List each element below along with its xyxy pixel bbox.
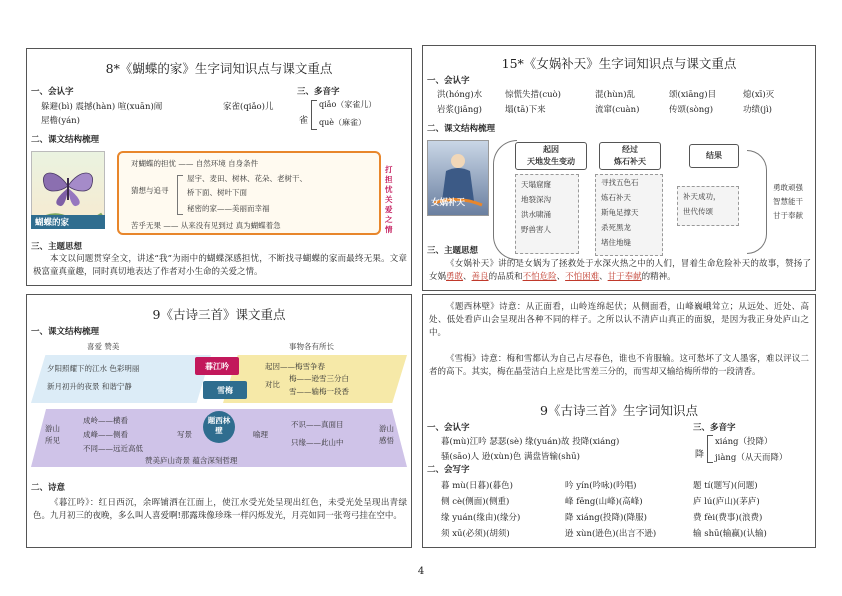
cause-item: 野兽害人	[521, 225, 551, 234]
panel-title: 8*《蝴蝶的家》生字词知识点与课文重点	[105, 61, 333, 76]
care-feeling: 打担忧关爱之情	[385, 165, 393, 234]
recognize-word: 颂(xiāng)目	[669, 90, 717, 100]
write-word: 庐 lú(庐山)(茅庐)	[693, 497, 760, 507]
process-item: 寻找五色石	[601, 178, 639, 187]
section-structure: 二、课文结构梳理	[427, 124, 496, 134]
recognize-word: 流窜(cuàn)	[595, 105, 640, 115]
plum-vs-snow: 梅——逊雪三分白	[289, 374, 349, 383]
structure-brace	[493, 140, 517, 260]
spirit-item: 勇敢顽强	[773, 183, 803, 192]
dusk-line-2: 新月初升的夜景 和谐宁静	[47, 382, 132, 391]
describe-scene: 写景	[177, 430, 192, 439]
recognize-word: 塌(tā)下来	[505, 105, 546, 115]
recognize-word: 岩浆(jiāng)	[437, 105, 482, 115]
poly-char: 雀	[299, 116, 309, 126]
keyword: 不怕危险	[522, 272, 557, 282]
cause-item: 洪水啸涌	[521, 210, 551, 219]
west-forest-meaning: 《题西林壁》诗意：从正面看，山岭连绵起伏；从侧面看，山峰巍峨耸立；从远处、近处、高处、低处看庐山会呈现出各种不同的样子。之所以认不清庐山真正的面貌，是因为我正身处庐山之中。	[429, 302, 809, 338]
keyword: 勇敢	[446, 272, 464, 282]
guess-brace	[177, 175, 183, 215]
write-word: 侧 cè(侧面)(侧重)	[441, 497, 510, 507]
section-polyphone: 三、多音字	[693, 423, 736, 433]
result-item: 世代传颂	[683, 207, 713, 216]
write-word: 暮 mù(日暮)(暮色)	[441, 481, 514, 491]
poem-label-dusk: 暮江吟	[205, 361, 229, 371]
recognize-word: 混(hùn)乱	[595, 90, 636, 100]
write-word: 吟 yín(吟咏)(吟唱)	[565, 481, 637, 491]
recognize-word: 熄(xī)灭	[743, 90, 775, 100]
theme-text: 本文以问题贯穿全文，讲述“我”为雨中的蝴蝶深感担忧，不断找寻蝴蝶的家而最终无果。文章极富童真童趣，同时真切地表达了作者对小生命的关爱之情。	[33, 254, 407, 277]
travel-label-right: 游山	[379, 424, 394, 433]
cause-label: 起因 天地发生变动	[527, 144, 575, 166]
poly-reading-2: què（麻雀）	[319, 118, 367, 127]
guess-places-2: 桥下面、树叶下面	[187, 188, 247, 197]
worry-line: 对蝴蝶的担忧 —— 自然环境 自身条件	[131, 159, 259, 168]
recognize-row-1: 暮(mù)江吟 瑟瑟(sè) 缘(yuán)故 投降(xiáng)	[441, 437, 620, 447]
write-word: 缘 yuán(缘由)(缘分)	[441, 513, 521, 523]
write-word: 峰 fēng(山峰)(高峰)	[565, 497, 643, 507]
summary-line: 赞美庐山奇景 蕴含深刻哲理	[145, 456, 238, 465]
peak-line: 成峰——侧看	[83, 430, 128, 439]
seen-label: 所见	[45, 436, 60, 445]
process-item: 堵住地缝	[601, 238, 631, 247]
illustration-label: 女娲补天	[431, 198, 466, 208]
write-word: 题 tí(题写)(问题)	[693, 481, 758, 491]
recognize-word: 洪(hóng)水	[437, 90, 483, 100]
write-word: 输 shū(输赢)(认输)	[693, 529, 767, 539]
spirit-brace	[747, 150, 767, 254]
panel-title: 9《古诗三首》课文重点	[152, 307, 286, 322]
section-recognize: 一、会认字	[427, 76, 470, 86]
insight-label: 感悟	[379, 436, 394, 445]
section-recognize: 一、会认字	[31, 87, 74, 97]
panel-title: 15*《女娲补天》生字词知识点与课文重点	[501, 56, 737, 71]
section-structure: 二、课文结构梳理	[31, 135, 100, 145]
section-poem-meaning: 二、诗意	[31, 483, 66, 493]
secret-home: 秘密的家——美丽而幸福	[187, 204, 270, 213]
nuwa-panel	[422, 45, 816, 291]
plum-snow-meaning: 《雪梅》诗意：梅和雪都认为自己占尽春色，谁也不肯服输。这可愁坏了文人墨客，难以评议二者的高下。其实，梅在晶莹洁白上应是比雪差三分的，而雪却又输给梅所带的一段清香。	[429, 354, 809, 377]
poly-reading-1: xiáng（投降）	[715, 437, 773, 447]
poly-reading-1: qiǎo（家雀儿）	[319, 100, 377, 109]
write-word: 须 xū(必须)(胡须)	[441, 529, 510, 539]
not-know-line: 不识——真面目	[291, 420, 344, 429]
because-line: 只缘——此山中	[291, 438, 344, 447]
poly-char: 降	[695, 450, 705, 460]
poem-label-plum: 雪梅	[217, 385, 233, 395]
section-polyphone: 三、多音字	[297, 87, 340, 97]
each-has-merit: 事物各有所长	[289, 342, 334, 351]
theme-text: 《女娲补天》讲的是女娲为了拯救处于水深火热之中的人们，冒着生命危险补天的故事，赞扬了女娲勇敢、善良的品质和不怕危险、不怕困难、甘于奉献的精神。	[429, 259, 811, 282]
snow-vs-plum: 雪——输梅一段香	[289, 387, 349, 396]
process-label: 经过 炼石补天	[614, 144, 646, 166]
ancient-poems-panel	[26, 294, 412, 548]
recognize-row-2: 屋檐(yán)	[41, 116, 80, 126]
compare-label: 对比	[265, 380, 280, 389]
cause-item: 天塌窟窿	[521, 180, 551, 189]
poem-label-west-forest: 题西林壁	[207, 416, 231, 435]
recognize-jia-que: 家雀(qiǎo)儿	[223, 102, 274, 112]
keyword: 不怕困难	[565, 272, 600, 282]
reasoning-label: 喻理	[253, 430, 268, 439]
process-item: 杀死黑龙	[601, 223, 631, 232]
poly-brace	[707, 435, 713, 463]
process-item: 炼石补天	[601, 193, 631, 202]
butterfly-home-panel	[26, 48, 412, 286]
recognize-word: 传颂(sòng)	[669, 105, 714, 115]
section-write: 二、会写字	[427, 465, 470, 475]
love-praise: 喜爱 赞美	[87, 342, 120, 351]
differ-line: 不同——远近高低	[83, 444, 143, 453]
section-structure: 一、课文结构梳理	[31, 327, 100, 337]
section-theme: 三、主题思想	[427, 246, 479, 256]
illustration-label: 蝴蝶的家	[35, 218, 70, 228]
recognize-word: 惊慌失措(cuò)	[505, 90, 561, 100]
plum-snow-cause: 起因——梅雪争春	[265, 362, 325, 371]
poems-vocabulary-panel	[422, 294, 816, 548]
page-number: 4	[417, 566, 425, 577]
spirit-item: 智慧能干	[773, 197, 803, 206]
poly-reading-2: jiàng（从天而降）	[715, 453, 788, 463]
no-result-line: 苦乎无果 —— 从来没有见到过 真为蝴蝶着急	[131, 221, 281, 230]
cause-item: 地裂深沟	[521, 195, 551, 204]
section-theme: 三、主题思想	[31, 242, 83, 252]
travel-label: 游山	[45, 424, 60, 433]
panel-title: 9《古诗三首》生字词知识点	[540, 403, 698, 418]
result-label: 结果	[706, 150, 722, 160]
recognize-word: 功绩(jì)	[743, 105, 772, 115]
result-item: 补天成功，	[683, 192, 721, 201]
write-word: 费 fèi(费事)(浪费)	[693, 513, 763, 523]
dusk-poem-meaning: 《暮江吟》：红日西沉，余晖铺洒在江面上，使江水受光处呈现出红色，未受光处呈现出青绿色。九月初三的夜晚，多么叫人喜爱啊!那露珠像珍珠一样闪烁发光，月亮如同一张弯弓挂在空中。	[33, 498, 407, 521]
ridge-line: 成岭——横看	[83, 416, 128, 425]
poly-brace	[311, 100, 317, 130]
write-word: 降 xiáng(投降)(降服)	[565, 513, 647, 523]
section-recognize: 一、会认字	[427, 423, 470, 433]
keyword: 善良	[471, 272, 489, 282]
spirit-item: 甘于奉献	[773, 211, 803, 220]
recognize-row-1: 躲避(bì) 震撼(hàn) 喧(xuān)闹	[41, 102, 163, 112]
write-word: 逊 xùn(逊色)(出言不逊)	[565, 529, 657, 539]
guess-places-1: 屋宇、麦田、树林、花朵、老树干、	[187, 174, 307, 183]
keyword: 甘于奉献	[607, 272, 642, 282]
recognize-row-2: 骚(sāo)人 逊(xùn)色 满盘皆输(shū)	[441, 452, 580, 462]
process-item: 斯龟足撑天	[601, 208, 639, 217]
guess-label: 猜想与追寻	[131, 186, 169, 195]
dusk-line-1: 夕阳照耀下的江水 色彩明丽	[47, 364, 140, 373]
